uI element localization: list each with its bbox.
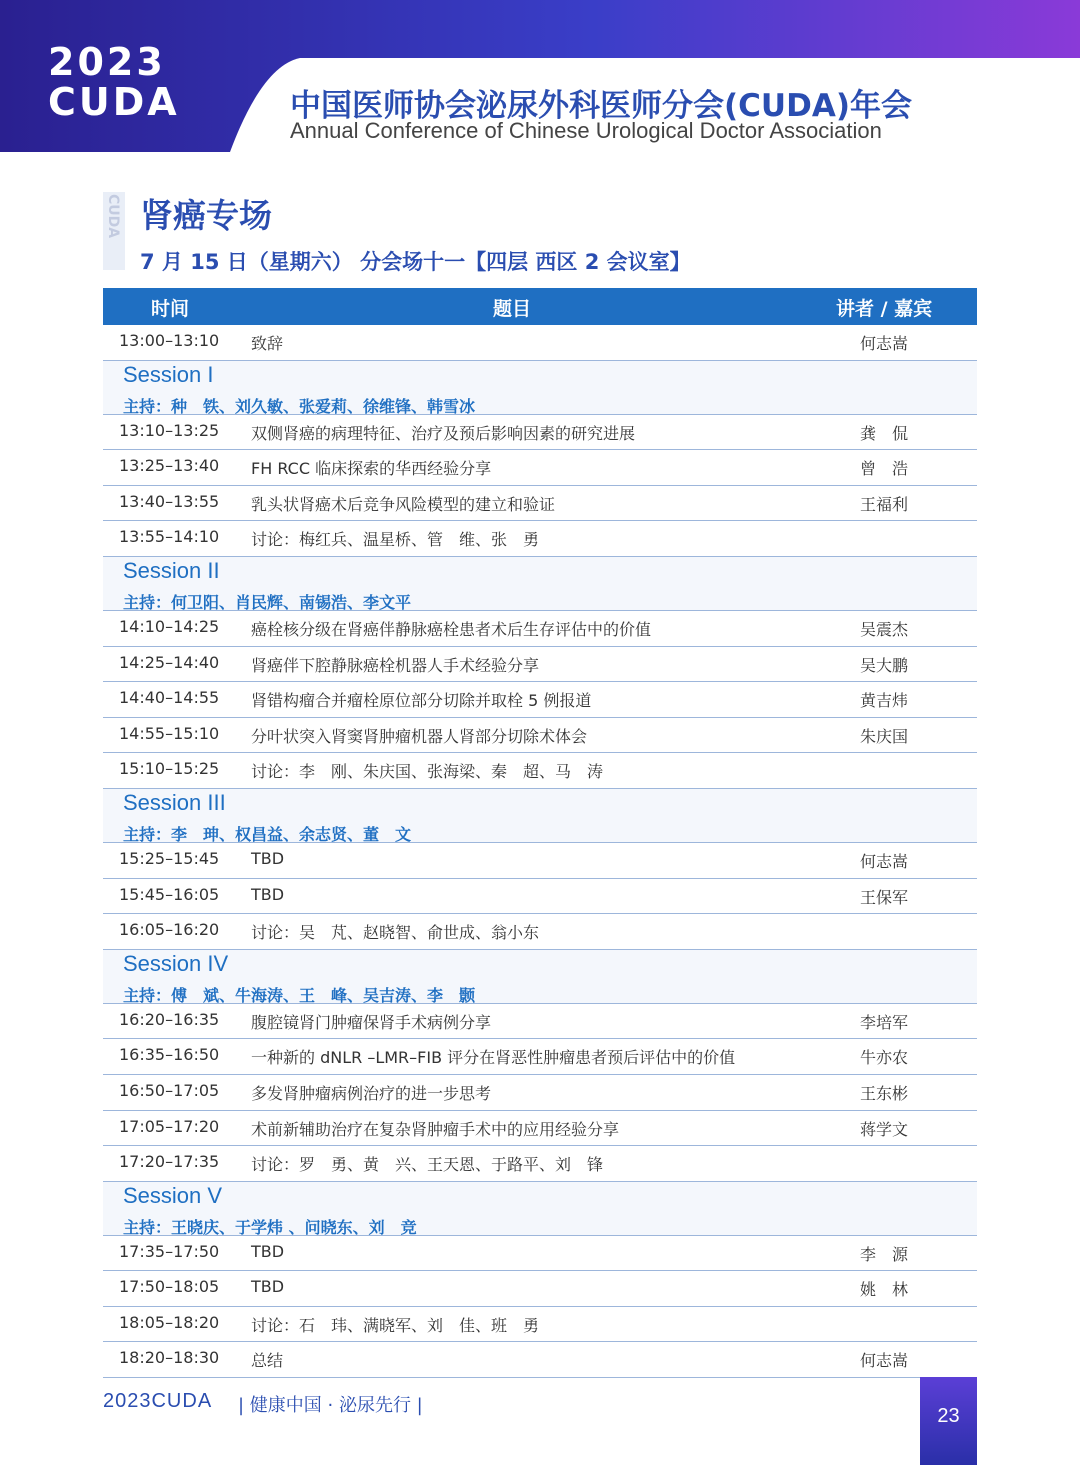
session-header <box>103 789 977 843</box>
table-row <box>103 879 977 915</box>
time-cell: 16:35–16:50 <box>119 1045 220 1065</box>
speaker-cell: 朱庆国 <box>860 726 909 746</box>
session-name: Session IV <box>123 950 229 976</box>
time-cell: 13:25–13:40 <box>119 456 220 476</box>
topic-cell: 讨论：罗 勇、黄 兴、王天恩、于路平、刘 锋 <box>251 1155 604 1175</box>
topic-cell: 腹腔镜肾门肿瘤保肾手术病例分享 <box>251 1012 492 1032</box>
speaker-cell: 姚 林 <box>860 1280 909 1300</box>
session-chairs: 主持：王晓庆、于学炜 、问晓东、刘 竞 <box>123 1217 417 1237</box>
table-row <box>103 1111 977 1147</box>
topic-cell: TBD <box>251 1277 285 1297</box>
speaker-cell: 龚 侃 <box>860 423 909 443</box>
time-cell: 16:05–16:20 <box>119 920 220 940</box>
time-cell: 15:25–15:45 <box>119 848 220 868</box>
conference-title-chinese: 中国医师协会泌尿外科医师分会(CUDA)年会 <box>290 88 912 124</box>
topic-cell: 讨论：李 刚、朱庆国、张海梁、秦 超、马 涛 <box>251 762 604 782</box>
topic-cell: 癌栓核分级在肾癌伴静脉癌栓患者术后生存评估中的价值 <box>251 619 652 639</box>
topic-cell: 分叶状突入肾窦肾肿瘤机器人肾部分切除术体会 <box>251 726 588 746</box>
time-cell: 17:35–17:50 <box>119 1241 220 1261</box>
table-row <box>103 753 977 789</box>
speaker-cell: 牛亦农 <box>860 1048 909 1068</box>
session-header <box>103 557 977 611</box>
speaker-cell: 黄吉炜 <box>860 691 909 711</box>
footer-slogan: | 健康中国 · 泌尿先行 | <box>238 1395 423 1416</box>
time-cell: 14:40–14:55 <box>119 688 220 708</box>
table-row <box>103 1004 977 1040</box>
topic-cell: 讨论：梅红兵、温星桥、管 维、张 勇 <box>251 530 540 550</box>
topic-cell: TBD <box>251 884 285 904</box>
time-cell: 14:55–15:10 <box>119 723 220 743</box>
table-row <box>103 486 977 522</box>
column-header-speaker: 讲者 / 嘉宾 <box>836 298 933 320</box>
column-header-time: 时间 <box>151 298 190 320</box>
table-row <box>103 521 977 557</box>
speaker-cell: 吴震杰 <box>860 619 909 639</box>
page-number: 23 <box>937 1405 960 1427</box>
table-row <box>103 415 977 451</box>
topic-cell: 双侧肾癌的病理特征、治疗及预后影响因素的研究进展 <box>251 423 636 443</box>
conference-title-english: Annual Conference of Chinese Urological Doctor Association <box>290 118 882 143</box>
topic-cell: FH RCC 临床探索的华西经验分享 <box>251 459 492 479</box>
time-cell: 17:20–17:35 <box>119 1152 220 1172</box>
speaker-cell: 何志嵩 <box>860 1351 909 1371</box>
time-cell: 14:10–14:25 <box>119 616 220 636</box>
topic-cell: 乳头状肾癌术后竞争风险模型的建立和验证 <box>251 494 556 514</box>
session-name: Session V <box>123 1182 223 1208</box>
speaker-cell: 何志嵩 <box>860 334 909 353</box>
table-row <box>103 682 977 718</box>
time-cell: 17:05–17:20 <box>119 1116 220 1136</box>
table-row <box>103 914 977 950</box>
time-cell: 13:40–13:55 <box>119 491 220 511</box>
topic-cell: 致辞 <box>251 334 284 353</box>
time-cell: 17:50–18:05 <box>119 1277 220 1297</box>
topic-cell: 多发肾肿瘤病例治疗的进一步思考 <box>251 1083 492 1103</box>
table-row <box>103 1271 977 1307</box>
time-cell: 13:10–13:25 <box>119 420 220 440</box>
topic-cell: TBD <box>251 1241 285 1261</box>
page-number-box <box>920 1377 977 1465</box>
session-name: Session I <box>123 361 214 387</box>
table-row <box>103 647 977 683</box>
session-chairs: 主持：傅 斌、牛海涛、王 峰、吴吉涛、李 颢 <box>123 985 476 1005</box>
page-title: 肾癌专场 <box>140 196 272 235</box>
schedule-table-body <box>103 325 977 1378</box>
schedule-table-header <box>103 288 977 325</box>
topic-cell: 肾错构瘤合并瘤栓原位部分切除并取栓 5 例报道 <box>251 691 592 711</box>
topic-cell: 肾癌伴下腔静脉癌栓机器人手术经验分享 <box>251 655 540 675</box>
speaker-cell: 王东彬 <box>860 1083 909 1103</box>
time-cell: 18:05–18:20 <box>119 1312 220 1332</box>
speaker-cell: 曾 浩 <box>860 459 909 479</box>
table-row <box>103 325 977 361</box>
table-row <box>103 450 977 486</box>
speaker-cell: 吴大鹏 <box>860 655 909 675</box>
time-cell: 13:00–13:10 <box>119 331 220 350</box>
session-chairs: 主持：李 珅、权昌益、余志贤、董 文 <box>123 824 412 844</box>
table-row <box>103 1236 977 1272</box>
time-cell: 16:20–16:35 <box>119 1009 220 1029</box>
logo-year: 2023 <box>48 40 166 84</box>
topic-cell: 总结 <box>251 1351 284 1371</box>
session-name: Session III <box>123 789 226 815</box>
time-cell: 15:45–16:05 <box>119 884 220 904</box>
speaker-cell: 何志嵩 <box>860 851 909 871</box>
date-venue-line: 7 月 15 日（星期六） 分会场十一【四层 西区 2 会议室】 <box>140 250 691 274</box>
time-cell: 18:20–18:30 <box>119 1348 220 1368</box>
topic-cell: TBD <box>251 848 285 868</box>
footer-brand: 2023CUDA <box>103 1390 213 1412</box>
table-row <box>103 1307 977 1343</box>
table-row <box>103 718 977 754</box>
table-row <box>103 1146 977 1182</box>
table-row <box>103 1039 977 1075</box>
table-row <box>103 1342 977 1378</box>
session-name: Session II <box>123 557 220 583</box>
table-row <box>103 1075 977 1111</box>
topic-cell: 一种新的 dNLR –LMR–FIB 评分在肾恶性肿瘤患者预后评估中的价值 <box>251 1048 736 1068</box>
side-watermark: CUDA <box>103 192 125 270</box>
session-header <box>103 361 977 415</box>
speaker-cell: 蒋学文 <box>860 1119 909 1139</box>
speaker-cell: 王保军 <box>860 887 909 907</box>
time-cell: 14:25–14:40 <box>119 652 220 672</box>
column-header-topic: 题目 <box>493 298 532 320</box>
logo-cuda: CUDA <box>48 80 180 124</box>
speaker-cell: 李 源 <box>860 1244 909 1264</box>
topic-cell: 讨论：石 玮、满晓军、刘 佳、班 勇 <box>251 1315 540 1335</box>
topic-cell: 术前新辅助治疗在复杂肾肿瘤手术中的应用经验分享 <box>251 1119 620 1139</box>
table-row <box>103 611 977 647</box>
table-row <box>103 843 977 879</box>
time-cell: 15:10–15:25 <box>119 759 220 779</box>
time-cell: 13:55–14:10 <box>119 527 220 547</box>
session-header <box>103 950 977 1004</box>
session-chairs: 主持：何卫阳、肖民辉、南锡浩、李文平 <box>123 592 412 612</box>
speaker-cell: 李培军 <box>860 1012 909 1032</box>
time-cell: 16:50–17:05 <box>119 1080 220 1100</box>
topic-cell: 讨论：吴 芃、赵晓智、俞世成、翁小东 <box>251 923 540 943</box>
session-header <box>103 1182 977 1236</box>
session-chairs: 主持：种 铁、刘久敏、张爱莉、徐维锋、韩雪冰 <box>123 396 476 416</box>
speaker-cell: 王福利 <box>860 494 909 514</box>
